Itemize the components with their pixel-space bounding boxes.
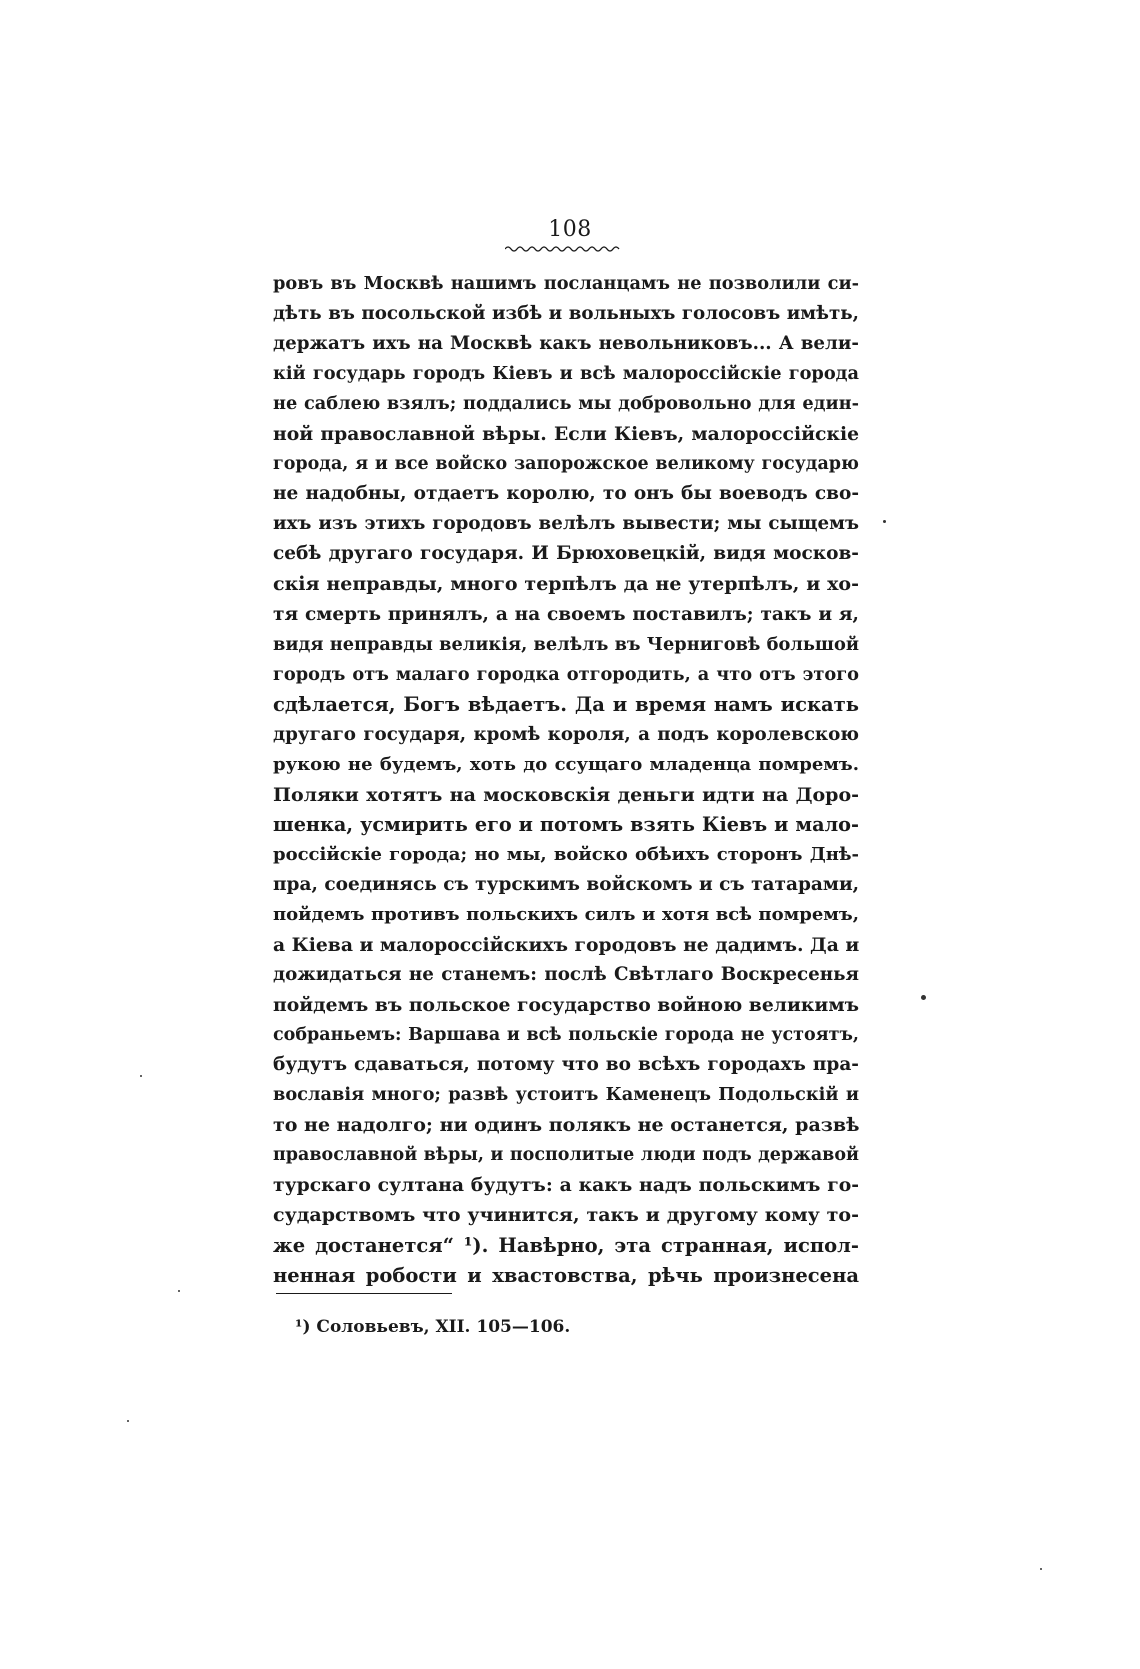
text-line: будутъ сдаваться, потому что во всѣхъ городахъ пра- — [273, 1054, 859, 1076]
text-line: ненная робости и хвастовства, рѣчь произнесена — [273, 1263, 859, 1287]
text-line: дѣть въ посольской избѣ и вольныхъ голосовъ имѣть, — [273, 303, 859, 325]
text-line: кій государь городъ Кіевъ и всѣ малороссійскіе города — [273, 363, 859, 385]
text-line: турскаго султана будутъ: а какъ надъ польскимъ го- — [273, 1174, 859, 1197]
footnote-separator — [276, 1293, 452, 1294]
text-line: собраньемъ: Варшава и всѣ польскіе города не устоятъ, — [273, 1025, 859, 1046]
page-number-ornament — [505, 244, 621, 254]
text-line: россійскіе города; но мы, войско обѣихъ сторонъ Днѣ- — [273, 843, 859, 865]
text-line: держатъ ихъ на Москвѣ какъ невольниковъ... А вели- — [273, 333, 859, 355]
body-text — [273, 269, 859, 1291]
text-line: пойдемъ противъ польскихъ силъ и хотя всѣ помремъ, — [273, 903, 859, 925]
text-line: православной вѣры, и посполитые люди подъ державой — [273, 1145, 859, 1166]
text-line: сударствомъ что учинится, такъ и другому кому то- — [273, 1204, 859, 1227]
text-line: не надобны, отдаетъ королю, то онъ бы воеводъ сво- — [273, 483, 859, 505]
text-line: шенка, усмирить его и потомъ взять Кіевъ и мало- — [273, 812, 859, 836]
text-line: себѣ другаго государя. И Брюховецкій, видя москов- — [273, 543, 859, 565]
text-line: ихъ изъ этихъ городовъ велѣлъ вывести; мы сыщемъ — [273, 513, 859, 535]
text-line: тя смерть принялъ, а на своемъ поставилъ; такъ и я, — [273, 603, 859, 625]
text-line: сдѣлается, Богъ вѣдаетъ. Да и время намъ искать — [273, 692, 859, 716]
text-line: дожидаться не станемъ: послѣ Свѣтлаго Воскресенья — [273, 964, 859, 986]
text-line: не саблею взялъ; поддались мы добровольно для един- — [273, 393, 859, 415]
scan-speck — [883, 520, 886, 523]
text-line: то не надолго; ни одинъ полякъ не останется, развѣ — [273, 1114, 859, 1137]
text-line: вославія много; развѣ устоитъ Каменецъ Подольскій и — [273, 1084, 859, 1106]
text-line: рукою не будемъ, хоть до ссущаго младенца помремъ. — [273, 753, 859, 775]
text-line: ровъ въ Москвѣ нашимъ посланцамъ не позволили си- — [273, 273, 859, 294]
text-line: городъ отъ малаго городка отгородить, а что отъ этого — [273, 663, 859, 685]
text-line: города, я и все войско запорожское великому государю — [273, 454, 859, 475]
scan-speck — [178, 1290, 180, 1292]
scan-speck — [1040, 1568, 1042, 1570]
text-line: видя неправды великія, велѣлъ въ Черниговѣ большой — [273, 633, 859, 655]
scan-speck — [921, 995, 926, 1000]
scan-speck — [140, 1075, 142, 1077]
text-line: пойдемъ въ польское государство войною великимъ — [273, 994, 859, 1017]
page-number: 108 — [548, 217, 592, 242]
text-line: другаго государя, кромѣ короля, а подъ королевскою — [273, 723, 859, 745]
scan-speck — [127, 1420, 129, 1422]
text-line: же достанется“ ¹). Навѣрно, эта странная, испол- — [273, 1233, 859, 1257]
text-line: ной православной вѣры. Если Кіевъ, малороссійскіе — [273, 423, 859, 446]
footnote: ¹) Соловьевъ, XII. 105—106. — [295, 1317, 571, 1337]
text-line: скія неправды, много терпѣлъ да не утерпѣлъ, и хо- — [273, 573, 859, 596]
text-line: Поляки хотятъ на московскія деньги идти на Доро- — [273, 783, 859, 806]
text-line: пра, соединясь съ турскимъ войскомъ и съ татарами, — [273, 873, 859, 895]
text-line: а Кіева и малороссійскихъ городовъ не дадимъ. Да и — [273, 934, 859, 957]
